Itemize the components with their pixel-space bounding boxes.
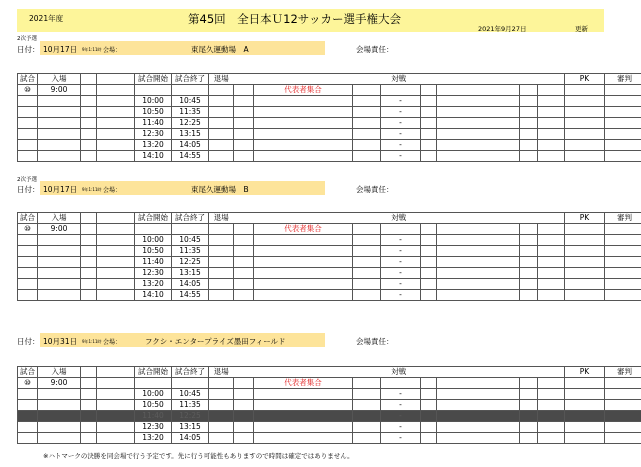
round-label: 2次予選 <box>17 36 37 42</box>
table-row <box>18 129 641 140</box>
table-row <box>18 224 641 235</box>
section-date-small: 9年1:11時 <box>82 187 102 192</box>
table-row <box>18 235 641 246</box>
match-end: 11:35 <box>172 107 209 118</box>
page-title: 第45回 全日本Ｕ12サッカー選手権大会 <box>188 12 402 26</box>
table-row <box>18 151 641 162</box>
match-start: 11:40 <box>135 257 172 268</box>
match-dash: - <box>381 290 421 301</box>
table-row <box>18 257 641 268</box>
match-end: 12:25 <box>172 411 209 422</box>
match-dash: - <box>381 422 421 433</box>
date-label: 日付： <box>17 185 40 194</box>
table-row <box>18 140 641 151</box>
table-row <box>18 389 641 400</box>
table-row <box>18 422 641 433</box>
col-versus: 対戦 <box>234 74 565 85</box>
rep-entry: 9:00 <box>38 224 81 235</box>
col-versus: 対戦 <box>234 213 565 224</box>
match-end: 13:15 <box>172 268 209 279</box>
venue-name: フクシ・エンタープライズ墨田フィールド <box>145 337 286 346</box>
match-end: 14:05 <box>172 279 209 290</box>
match-dash: - <box>381 246 421 257</box>
manager-label: 会場責任： <box>356 45 394 54</box>
match-end: 14:55 <box>172 151 209 162</box>
col-match: 試合 <box>18 367 38 378</box>
match-start: 10:50 <box>135 107 172 118</box>
date-label: 日付： <box>17 45 40 54</box>
venue-label: 会場： <box>103 187 122 194</box>
col-end: 試合終了 <box>172 213 209 224</box>
col-exit: 退場 <box>209 367 234 378</box>
match-dash: - <box>381 107 421 118</box>
match-end: 13:15 <box>172 422 209 433</box>
venue-name: 東尾久運動場 B <box>191 185 249 194</box>
venue-name: 東尾久運動場 A <box>191 45 249 54</box>
table-row <box>18 378 641 389</box>
rep-note: 代表者集合 <box>254 378 353 389</box>
col-versus: 対戦 <box>234 367 565 378</box>
venue-label: 会場： <box>103 339 122 346</box>
date-label: 日付： <box>17 337 40 346</box>
table-header-row <box>18 74 641 85</box>
match-dash: - <box>381 129 421 140</box>
updated-label: 更新 <box>575 25 588 33</box>
col-match: 試合 <box>18 213 38 224</box>
match-dash: - <box>381 257 421 268</box>
col-referee: 審判 <box>605 213 641 224</box>
round-label: 2次予選 <box>17 177 37 183</box>
col-match: 試合 <box>18 74 38 85</box>
col-pk: PK <box>565 367 605 378</box>
match-end: 10:45 <box>172 235 209 246</box>
table-header-row <box>18 367 641 378</box>
match-start: 10:50 <box>135 400 172 411</box>
match-start: 14:10 <box>135 151 172 162</box>
header-date: 2021年9月27日 <box>478 25 527 33</box>
table-row <box>18 290 641 301</box>
match-end: 12:25 <box>172 257 209 268</box>
match-start: 12:30 <box>135 422 172 433</box>
rep-mark: ⑩ <box>18 224 38 235</box>
table-row <box>18 268 641 279</box>
col-end: 試合終了 <box>172 74 209 85</box>
match-start: 10:00 <box>135 389 172 400</box>
col-exit: 退場 <box>209 213 234 224</box>
match-start: 13:20 <box>135 433 172 444</box>
match-dash: - <box>381 279 421 290</box>
match-start: 12:30 <box>135 129 172 140</box>
match-start: 10:00 <box>135 235 172 246</box>
rep-note: 代表者集合 <box>254 224 353 235</box>
match-dash: - <box>381 411 421 422</box>
table-header-row <box>18 213 641 224</box>
col-entry: 入場 <box>38 367 81 378</box>
schedule-table <box>17 366 641 444</box>
col-exit: 退場 <box>209 74 234 85</box>
col-start: 試合開始 <box>135 213 172 224</box>
section-date: 10月31日 <box>43 337 78 346</box>
section-date: 10月17日 <box>43 45 78 54</box>
manager-label: 会場責任： <box>356 185 394 194</box>
match-start: 10:00 <box>135 96 172 107</box>
match-dash: - <box>381 268 421 279</box>
match-dash: - <box>381 389 421 400</box>
match-start: 13:20 <box>135 140 172 151</box>
match-start: 12:30 <box>135 268 172 279</box>
match-dash: - <box>381 400 421 411</box>
rep-entry: 9:00 <box>38 85 81 96</box>
section-date: 10月17日 <box>43 185 78 194</box>
match-dash: - <box>381 118 421 129</box>
match-start: 13:20 <box>135 279 172 290</box>
match-end: 10:45 <box>172 96 209 107</box>
col-entry: 入場 <box>38 213 81 224</box>
col-referee: 審判 <box>605 74 641 85</box>
table-row <box>18 96 641 107</box>
match-start: 11:40 <box>135 118 172 129</box>
table-row-disabled <box>18 411 641 422</box>
rep-mark: ⑩ <box>18 85 38 96</box>
table-row <box>18 433 641 444</box>
section-date-small: 9年1:11時 <box>82 47 102 52</box>
match-start: 10:50 <box>135 246 172 257</box>
section-date-small: 9年1:11時 <box>82 339 102 344</box>
table-row <box>18 279 641 290</box>
match-dash: - <box>381 140 421 151</box>
table-row <box>18 85 641 96</box>
table-row <box>18 118 641 129</box>
match-end: 14:05 <box>172 140 209 151</box>
match-start: 11:40 <box>135 411 172 422</box>
col-entry: 入場 <box>38 74 81 85</box>
match-dash: - <box>381 96 421 107</box>
match-end: 11:35 <box>172 246 209 257</box>
match-end: 13:15 <box>172 129 209 140</box>
match-end: 14:55 <box>172 290 209 301</box>
col-pk: PK <box>565 74 605 85</box>
match-dash: - <box>381 235 421 246</box>
col-start: 試合開始 <box>135 367 172 378</box>
manager-label: 会場責任： <box>356 337 394 346</box>
col-start: 試合開始 <box>135 74 172 85</box>
footnote: ※ハトマークの決勝を同会場で行う予定です。先に行う可能性もありますので時間は確定ではありません。 <box>43 452 354 460</box>
table-row <box>18 107 641 118</box>
rep-entry: 9:00 <box>38 378 81 389</box>
schedule-table <box>17 73 641 162</box>
col-referee: 審判 <box>605 367 641 378</box>
col-end: 試合終了 <box>172 367 209 378</box>
match-dash: - <box>381 433 421 444</box>
rep-note: 代表者集合 <box>254 85 353 96</box>
table-row <box>18 400 641 411</box>
table-row <box>18 246 641 257</box>
match-end: 11:35 <box>172 400 209 411</box>
match-end: 14:05 <box>172 433 209 444</box>
year-label: 2021年度 <box>29 14 64 23</box>
rep-mark: ⑩ <box>18 378 38 389</box>
match-start: 14:10 <box>135 290 172 301</box>
schedule-table <box>17 212 641 301</box>
venue-label: 会場： <box>103 47 122 54</box>
match-end: 10:45 <box>172 389 209 400</box>
col-pk: PK <box>565 213 605 224</box>
match-dash: - <box>381 151 421 162</box>
match-end: 12:25 <box>172 118 209 129</box>
